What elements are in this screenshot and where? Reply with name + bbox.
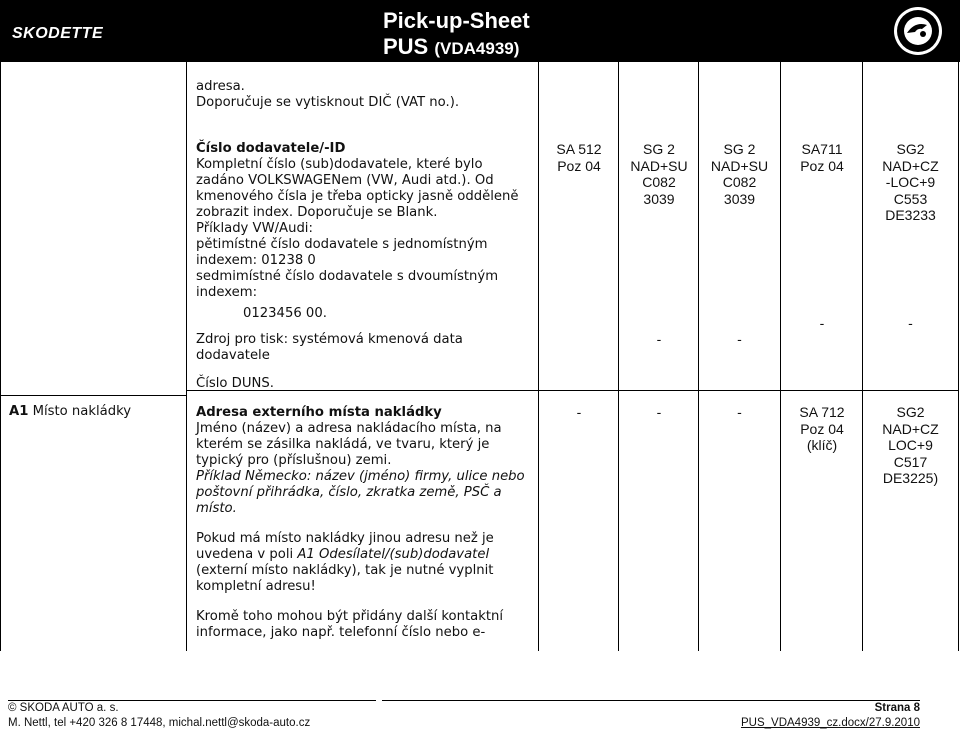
row-divider xyxy=(0,395,186,396)
example-line: Příklad Německo: název (jméno) firmy, ulice nebo xyxy=(196,469,525,484)
segment-text: C553 xyxy=(893,190,928,207)
vat-recommendation: Doporučuje se vytisknout DIČ (VAT no.). xyxy=(196,95,460,110)
segment-cell xyxy=(619,141,699,207)
segment-cell xyxy=(863,404,958,487)
segment-text: NAD+SU xyxy=(710,157,769,174)
loading-line: Jméno (název) a adresa nakládacího místa, na xyxy=(196,421,502,436)
segment-text: C517 xyxy=(893,453,928,470)
segment-cell xyxy=(781,141,863,174)
empty-dash: - xyxy=(656,404,662,420)
segment-cell xyxy=(699,141,780,207)
segment-text: -LOC+9 xyxy=(885,174,936,190)
supplier-line: Příklady VW/Audi: xyxy=(196,221,313,236)
segment-text: SG2 xyxy=(896,141,925,157)
title-code: (VDA4939) xyxy=(434,39,520,58)
loading-line: typický pro (příslušnou) zemi. xyxy=(196,453,392,468)
footer-filename: PUS_VDA4939_cz.docx/27.9.2010 xyxy=(740,717,920,729)
row-divider xyxy=(186,390,958,391)
extra-info-line: informace, jako např. telefonní číslo nebo e- xyxy=(196,625,486,640)
header-bar xyxy=(0,0,960,62)
segment-text: SA711 xyxy=(801,141,843,157)
supplier-id-heading: Číslo dodavatele/-ID xyxy=(196,141,346,156)
segment-text: SG 2 xyxy=(723,141,756,157)
supplier-line: zobrazit index. Doporučuje se Blank. xyxy=(196,205,438,220)
supplier-line: pětimístné číslo dodavatele s jednomístným xyxy=(196,237,488,252)
segment-text: DE3225) xyxy=(882,470,939,486)
supplier-line: zadáno VOLKSWAGENem (VW, Audi atd.). Od xyxy=(196,173,494,188)
segment-text: (klíč) xyxy=(806,437,838,453)
segment-cell xyxy=(539,141,619,174)
example-line: poštovní přihrádka, číslo, zkratka země, PSČ a xyxy=(196,485,502,500)
example-line: místo. xyxy=(196,501,237,516)
segment-text: NAD+CZ xyxy=(882,420,939,437)
segment-text: SG2 xyxy=(896,404,925,420)
segment-text: SG 2 xyxy=(643,141,675,157)
empty-dash: - xyxy=(737,331,742,347)
note-field-reference: A1 Odesílatel/(sub)dodavatel xyxy=(297,547,490,562)
table-border-right xyxy=(958,62,959,651)
title-line-2 xyxy=(383,34,530,62)
field-code: A1 xyxy=(9,404,29,419)
segment-text: C082 xyxy=(642,174,676,190)
title-line-1: Pick-up-Sheet xyxy=(383,8,530,33)
segment-text: C082 xyxy=(722,174,757,190)
field-name: Místo nakládky xyxy=(32,404,132,419)
supplier-line: indexem: xyxy=(196,285,258,300)
duns-number: Číslo DUNS. xyxy=(196,376,274,391)
footer-rule xyxy=(382,700,920,701)
note-line xyxy=(196,547,489,563)
segment-text: NAD+SU xyxy=(630,157,688,174)
source-line: Zdroj pro tisk: systémová kmenová data xyxy=(196,332,463,347)
segment-text: Poz 04 xyxy=(557,157,601,174)
supplier-line: Kompletní číslo (sub)dodavatele, které bylo xyxy=(196,157,483,172)
segment-text: NAD+CZ xyxy=(882,157,939,174)
footer-contact: M. Nettl, tel +420 326 8 17448, michal.nettl@skoda-auto.cz xyxy=(8,717,311,729)
supplier-example-value: 0123456 00. xyxy=(243,306,327,321)
note-text: uvedena v poli xyxy=(196,547,298,562)
column-divider xyxy=(186,62,187,651)
segment-text: DE3233 xyxy=(885,207,936,223)
empty-dash: - xyxy=(737,404,742,420)
address-text: adresa. xyxy=(196,79,245,94)
empty-dash: - xyxy=(908,315,913,331)
empty-dash: - xyxy=(819,315,825,331)
skoda-logo-icon xyxy=(893,6,943,56)
segment-text: SA 712 xyxy=(799,404,845,420)
supplier-line: kmenového čísla je třeba opticky jasně odděleně xyxy=(196,189,519,204)
footer-company: © SKODA AUTO a. s. xyxy=(8,702,119,714)
supplier-line: indexem: 01238 0 xyxy=(196,253,316,268)
segment-text: LOC+9 xyxy=(888,437,933,453)
segment-cell xyxy=(781,404,863,454)
supplier-line: sedmimístné číslo dodavatele s dvoumístným xyxy=(196,269,499,284)
empty-dash: - xyxy=(656,331,662,347)
note-line: (externí místo nakládky), tak je nutné vyplnit xyxy=(196,563,494,578)
page-number: Strana 8 xyxy=(874,702,920,714)
source-line: dodavatele xyxy=(196,348,270,363)
footer-rule xyxy=(8,700,376,701)
extra-info-line: Kromě toho mohou být přidány další kontaktní xyxy=(196,609,504,624)
segment-text: 3039 xyxy=(723,190,756,207)
loading-place-label xyxy=(9,404,131,420)
segment-text: Poz 04 xyxy=(800,420,844,437)
segment-text: 3039 xyxy=(643,190,675,207)
note-line: kompletní adresu! xyxy=(196,579,316,594)
loading-address-heading: Adresa externího místa nakládky xyxy=(196,405,442,420)
title-pus: PUS xyxy=(383,34,429,59)
segment-text: Poz 04 xyxy=(800,157,844,174)
note-line: Pokud má místo nakládky jinou adresu než je xyxy=(196,531,494,546)
segment-cell xyxy=(863,141,958,224)
segment-text: SA 512 xyxy=(556,141,602,157)
document-title xyxy=(383,8,530,62)
loading-line: kterém se zásilka nakládá, ve tvaru, který je xyxy=(196,437,490,452)
empty-dash: - xyxy=(576,404,582,420)
brand-name: SKODETTE xyxy=(12,25,104,42)
table-border-left xyxy=(0,62,1,651)
